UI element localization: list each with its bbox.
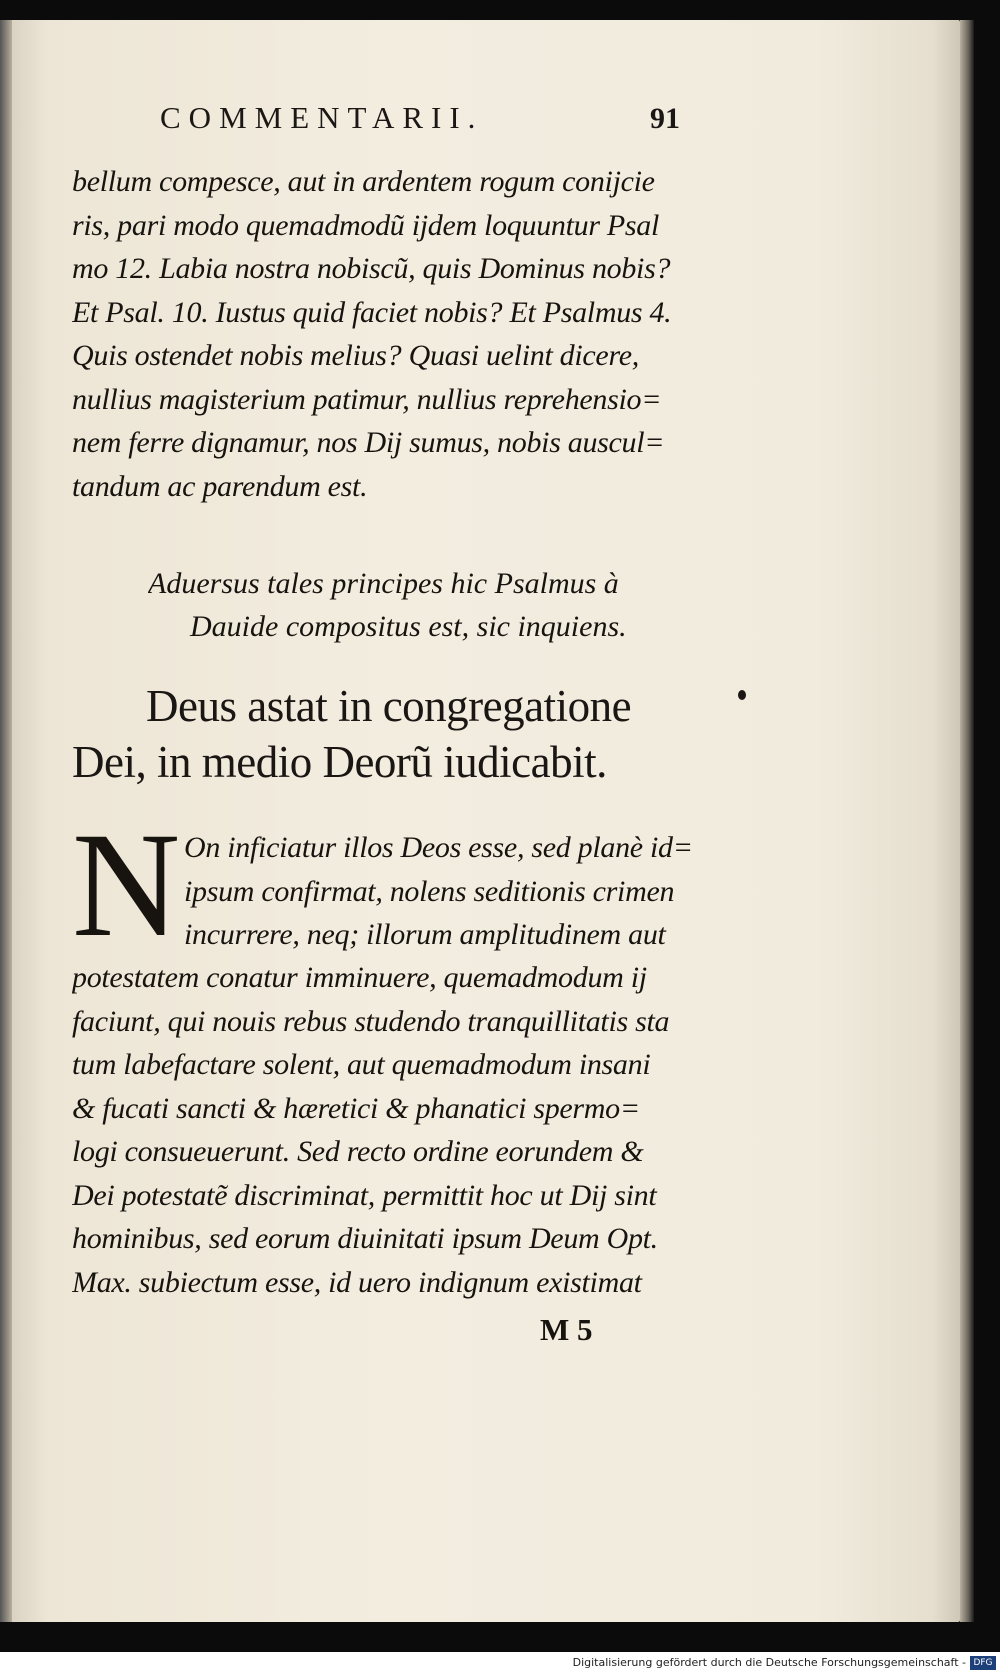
text-line: mo 12. Labia nostra nobiscũ, quis Dominus nobis? [72,252,671,285]
text-line: potestatem conatur imminuere, quemadmodum ij [72,961,647,994]
text-line: Aduersus tales principes hic Psalmus à [148,567,619,600]
text-line: Quis ostendet nobis melius? Quasi uelint dicere, [72,339,639,372]
text-line: ipsum confirmat, nolens seditionis crimen [184,874,675,908]
paragraph-2-beside-initial [184,826,724,957]
text-line: & fucati sancti & hæretici & phanatici spermo= [72,1091,640,1125]
paragraph-2 [72,956,722,1304]
psalm-introduction [148,562,668,648]
text-line: bellum compesce, aut in ardentem rogum conijcie [72,165,655,198]
running-head: COMMENTARII. [160,100,484,135]
verse-line: Dei, in medio Deorũ iudicabit. [72,737,607,787]
text-line: Max. subiectum esse, id uero indignum existimat [72,1265,642,1299]
footer-credit: Digitalisierung gefördert durch die Deutsche Forschungsgemeinschaft - [572,1656,966,1669]
paragraph-1 [72,160,722,508]
dfg-logo-icon: DFG [970,1656,996,1670]
dropcap-initial: N [72,802,181,968]
text-line: tum labefactare solent, aut quemadmodum insani [72,1048,651,1081]
footer-bar [0,1652,1000,1676]
text-line: On inficiatur illos Deos esse, sed planè id= [184,831,693,864]
text-line: tandum ac parendum est. [72,469,368,503]
page-gutter [0,20,12,1622]
page-edge [960,20,974,1622]
text-line: ris, pari modo quemadmodũ ijdem loquuntur Psal [72,208,660,242]
text-line: nem ferre dignamur, nos Dij sumus, nobis auscul= [72,426,665,459]
text-line: Dei potestatẽ discriminat, permittit hoc ut Dij sint [72,1178,657,1212]
text-line: nullius magisterium patimur, nullius reprehensio= [72,382,662,416]
text-line: Dauide compositus est, sic inquiens. [190,610,627,643]
psalm-verse [72,678,752,790]
text-line: logi consueuerunt. Sed recto ordine eorundem & [72,1135,644,1168]
signature-mark: M 5 [540,1312,593,1347]
verse-marker-icon [738,690,746,700]
page-number: 91 [650,102,680,135]
text-line: hominibus, sed eorum diuinitati ipsum Deum Opt. [72,1222,658,1255]
text-line: incurrere, neq; illorum amplitudinem aut [184,918,666,951]
text-line: Et Psal. 10. Iustus quid faciet nobis? Et Psalmus 4. [72,295,672,329]
verse-line: Deus astat in congregatione [146,681,632,731]
text-line: faciunt, qui nouis rebus studendo tranquillitatis sta [72,1004,670,1038]
